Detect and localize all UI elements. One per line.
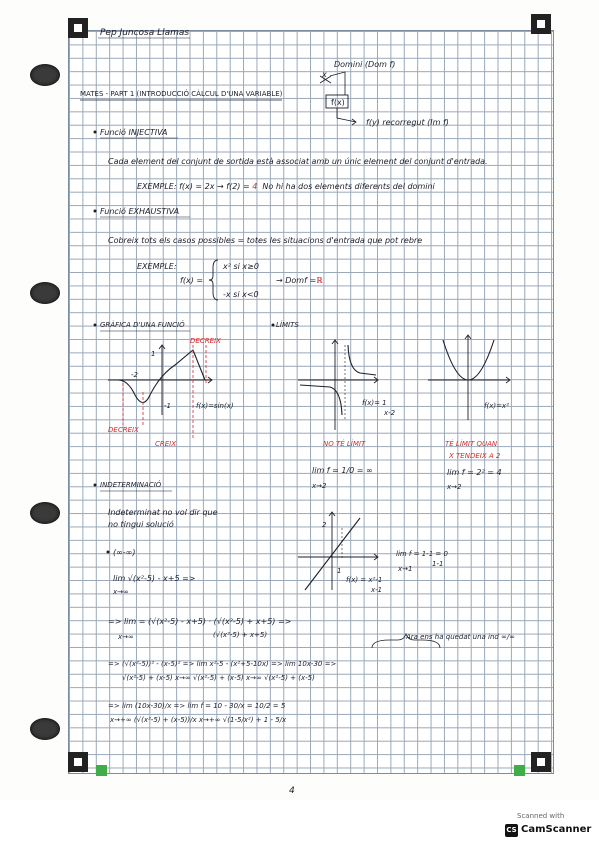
function-box-label: f(x) <box>331 98 345 107</box>
tick-label-positive: 1 <box>151 350 156 358</box>
camscanner-badge <box>505 812 593 844</box>
step-4-den: x→+∞ (√(x²-5) + (x-5))/x x→+∞ √(1-5/x²) + 1 - 5/x <box>110 716 287 724</box>
author-name: Pep Juncosa Llamas <box>100 28 190 38</box>
line-graph-tick-x: 1 <box>337 567 342 575</box>
step-3-den: √(x²-5) + (x-5) x→∞ √(x²-5) + (x-5) x→∞ √(x²-5) + (x-5) <box>122 674 315 682</box>
section-heading-limits: LÍMITS <box>276 321 299 329</box>
sin-graph <box>108 345 212 440</box>
injective-text: Cada element del conjunt de sortida està associat amb un únic element del conjunt d'entrada. <box>108 157 488 166</box>
piecewise-brace <box>209 260 218 300</box>
has-limit-label-2: X TENDEIX A 2 <box>449 452 501 460</box>
exhaustive-fx: f(x) = <box>180 276 204 285</box>
limit-line-den: 1-1 <box>432 560 444 568</box>
section-heading-injective: Funció INJECTIVA <box>100 128 168 137</box>
bullet-icon <box>94 324 97 327</box>
page-title: MATES - PART 1 (INTRODUCCIÓ CÀLCUL D'UNA VARIABLE) <box>80 90 283 98</box>
indeterminacio-text-1: Indeterminat no vol dir que <box>108 508 218 517</box>
camscanner-logo-icon: CS <box>505 824 518 837</box>
hyperbola-function-label: f(x)= 1 <box>362 399 387 407</box>
step-1-sub: x→∞ <box>113 588 129 596</box>
section-heading-exhaustive: Funció EXHAUSTIVA <box>100 207 180 216</box>
hyperbola-function-denominator: x-2 <box>384 409 396 417</box>
limit-line-sub: x→1 <box>398 565 413 573</box>
indeterminacio-text-2: no tingui solució <box>108 520 174 529</box>
x-label: x <box>322 70 327 79</box>
line-graph-tick-y: 2 <box>322 521 327 529</box>
parabola-graph <box>428 335 510 420</box>
range-label: f(y) recorregut (Im f) <box>366 118 449 127</box>
no-limit-label: NO TÉ LÍMIT <box>323 440 366 448</box>
tick-label-x: -2 <box>131 371 138 379</box>
injective-example-note: No hi ha dos elements diferents del domini <box>262 182 435 191</box>
tick-label-negative: -1 <box>164 402 171 410</box>
limit-parabola-sub: x→2 <box>447 483 462 491</box>
injective-example-expression: EXEMPLE: f(x) = 2x → f(2) = <box>137 182 250 191</box>
indeterminacy-note: Ara ens ha quedat una ind ∞/∞ <box>406 633 516 641</box>
page-number: 4 <box>289 786 295 796</box>
section-heading-graph: GRÀFICA D'UNA FUNCIÓ <box>100 321 185 329</box>
limit-line: lim f = 1-1 = 0 <box>396 550 448 558</box>
limit-parabola: lim f = 2² = 4 <box>447 468 502 477</box>
line-function-den: x-1 <box>371 586 383 594</box>
line-graph <box>298 512 378 590</box>
scanned-with-label: Scanned with <box>517 812 565 820</box>
parabola-function-label: f(x)=x² <box>484 402 509 410</box>
exhaustive-domain-text: → Domf = <box>276 276 317 285</box>
creix-label: CREIX <box>155 440 177 448</box>
sin-function-label: f(x)=sin(x) <box>196 402 234 410</box>
step-2-den: (√(x²-5) + x+5) <box>213 631 268 639</box>
decreix-top-label: DECREIX <box>190 337 221 345</box>
bullet-icon <box>107 551 110 554</box>
exhaustive-case-1: x² si x≥0 <box>223 262 259 271</box>
bullet-icon <box>94 484 97 487</box>
exhaustive-case-2: -x si x<0 <box>223 290 259 299</box>
exhaustive-text: Cobreix tots els casos possibles = totes les situacions d'entrada que pot rebre <box>108 236 423 245</box>
step-2: => lim = (√(x²-5) - x+5) · (√(x²-5) + x+5) => <box>108 617 292 626</box>
exhaustive-example-label: EXEMPLE: <box>137 262 177 271</box>
decreix-bottom-label: DECREIX <box>108 426 139 434</box>
limit-hyperbola-sub: x→2 <box>312 482 327 490</box>
limit-hyperbola: lim f = 1/0 = ∞ <box>312 466 373 475</box>
camscanner-brand: CamScanner <box>521 824 592 835</box>
injective-example-value: 4 <box>252 182 258 191</box>
step-1: lim √(x²-5) - x+5 => <box>113 574 196 583</box>
indeterminacio-case: (∞-∞) <box>113 548 136 557</box>
note-brace <box>372 634 440 648</box>
real-numbers-symbol: ℝ <box>316 276 323 285</box>
step-3: => (√(x²-5))² - (x-5)² => lim x²-5 - (x²+5-10x) => lim 10x-30 => <box>108 660 337 668</box>
has-limit-label-1: TÉ LÍMIT QUAN <box>445 440 498 448</box>
bullet-icon <box>94 131 97 134</box>
function-box <box>326 95 348 108</box>
domain-label: Domini (Dom f) <box>334 60 396 69</box>
x-cross-icon <box>320 76 331 83</box>
bullet-icon <box>94 210 97 213</box>
step-4: => lim (10x-30)/x => lim f = 10 - 30/x = 10/2 = 5 <box>108 702 286 710</box>
section-heading-indeterminacio: INDETERMINACIÓ <box>100 481 162 489</box>
hyperbola-graph <box>298 340 378 430</box>
bullet-icon <box>272 324 275 327</box>
domain-arrow <box>330 72 345 95</box>
range-arrow <box>337 108 356 125</box>
step-2-sub: x→∞ <box>118 633 134 641</box>
line-function-label: f(x) = x²-1 <box>346 576 383 584</box>
